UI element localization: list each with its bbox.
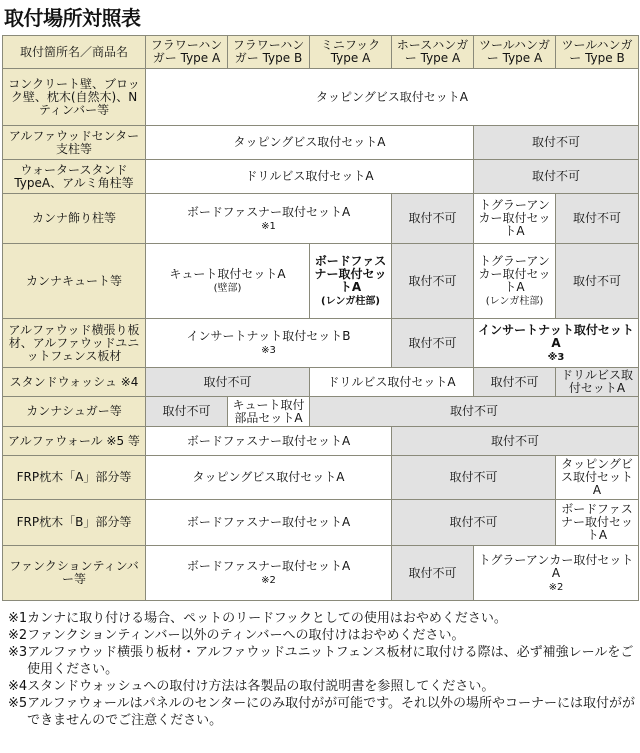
header-tool-hanger-b: ツールハンガー Type B: [556, 36, 639, 69]
table-row: [3, 500, 639, 546]
table-cell: [146, 546, 392, 601]
cell-text: インサートナット取付セットB: [186, 329, 351, 343]
table-cell: 取付不可: [556, 244, 639, 319]
footnote: [8, 627, 636, 644]
footnote-text: スタンドウォッシュへの取付け方法は各製品の取付説明書を参照してください。: [27, 679, 495, 694]
table-row: [3, 160, 639, 194]
footnote-key: ※1: [8, 611, 28, 626]
table-cell: 取付不可: [474, 126, 639, 160]
table-cell: 取付不可: [474, 368, 556, 397]
cell-note: ※3: [261, 345, 276, 356]
footnote-key: ※3: [8, 645, 28, 660]
table-cell: [474, 319, 639, 368]
table-cell: 取付不可: [392, 244, 474, 319]
footnote-text: アルファウォールはパネルのセンターにのみ取付がが可能です。それ以外の場所やコーナーには取付がが できませんのでご注意ください。: [27, 696, 636, 728]
table-cell: ドリルビス取付セットA: [146, 160, 474, 194]
footnote-text: アルファウッド横張り板材・アルファウッドユニットフェンス板材に取付ける際は、必ず補強レールをご使用ください。: [27, 645, 634, 677]
footnote: [8, 695, 636, 729]
table-cell: キュート取付部品セットA: [228, 397, 310, 427]
table-cell: [310, 244, 392, 319]
cell-text: インサートナット取付セットA: [478, 322, 634, 350]
table-cell: 取付不可: [392, 500, 556, 546]
footnote: [8, 678, 636, 695]
table-cell: タッピングビス取付セットA: [146, 456, 392, 500]
table-cell: 取付不可: [146, 368, 310, 397]
header-flower-hanger-a: フラワーハンガー Type A: [146, 36, 228, 69]
table-row: [3, 368, 639, 397]
table-cell: トグラーアンカー取付セットA: [474, 194, 556, 244]
table-cell: 取付不可: [392, 456, 556, 500]
row-label: アルファウォール ※5 等: [3, 427, 146, 456]
cell-note: ※2: [261, 575, 276, 586]
table-cell: タッピングビス取付セットA: [146, 126, 474, 160]
table-cell: ドリルビス取付セットA: [310, 368, 474, 397]
row-label: FRP枕木「B」部分等: [3, 500, 146, 546]
table-row: [3, 456, 639, 500]
table-cell: 取付不可: [392, 194, 474, 244]
row-label: カンナシュガー等: [3, 397, 146, 427]
cell-note: ※3: [547, 351, 565, 363]
table-cell: 取付不可: [310, 397, 639, 427]
footnotes: [8, 610, 636, 729]
table-cell: ボードファスナー取付セットA: [556, 500, 639, 546]
table-cell: 取付不可: [392, 319, 474, 368]
table-row: [3, 244, 639, 319]
table-cell: [474, 244, 556, 319]
table-row: [3, 397, 639, 427]
table-cell: ドリルビス取付セットA: [556, 368, 639, 397]
table-cell: [146, 319, 392, 368]
footnote-text: ファンクションティンバー以外のティンバーへの取付けはおやめください。: [27, 628, 465, 643]
cell-note: (壁部): [213, 283, 242, 294]
table-cell: 取付不可: [392, 427, 639, 456]
row-label: アルファウッド横張り板材、アルファウッドユニットフェンス板材: [3, 319, 146, 368]
footnote: [8, 644, 636, 678]
table-cell: タッピングビス取付セットA: [146, 69, 639, 126]
table-cell: タッピングビス取付セットA: [556, 456, 639, 500]
footnote: [8, 610, 636, 627]
cell-note: (レンガ柱部): [321, 296, 380, 307]
cell-text: トグラーアンカー取付セットA: [478, 254, 551, 294]
compatibility-table: [2, 35, 639, 601]
cell-text: ボードファスナー取付セットA: [186, 559, 351, 573]
cell-text: トグラーアンカー取付セットA: [478, 552, 634, 580]
table-cell: 取付不可: [556, 194, 639, 244]
row-label: カンナ飾り柱等: [3, 194, 146, 244]
header-flower-hanger-b: フラワーハンガー Type B: [228, 36, 310, 69]
table-row: [3, 546, 639, 601]
table-cell: [474, 546, 639, 601]
table-cell: [146, 194, 392, 244]
footnote-key: ※2: [8, 628, 28, 643]
cell-note: ※2: [548, 581, 564, 593]
table-cell: 取付不可: [474, 160, 639, 194]
header-mini-hook-a: ミニフック Type A: [310, 36, 392, 69]
header-hose-hanger-a: ホースハンガー Type A: [392, 36, 474, 69]
row-label: ウォータースタンドTypeA、アルミ角柱等: [3, 160, 146, 194]
table-row: [3, 194, 639, 244]
footnote-key: ※5: [8, 696, 28, 711]
header-row: [3, 36, 639, 69]
header-tool-hanger-a: ツールハンガー Type A: [474, 36, 556, 69]
cell-text: キュート取付セットA: [169, 267, 286, 281]
table-row: [3, 69, 639, 126]
cell-note: ※1: [261, 220, 276, 232]
row-label: コンクリート壁、ブロック壁、枕木(自然木)、Nティンバー等: [3, 69, 146, 126]
table-cell: ボードファスナー取付セットA: [146, 427, 392, 456]
page-title: 取付場所対照表: [4, 6, 141, 30]
row-label: ファンクションティンバー等: [3, 546, 146, 601]
row-label: カンナキュート等: [3, 244, 146, 319]
table-row: [3, 319, 639, 368]
cell-text: ボードファスナー取付セットA: [186, 204, 351, 219]
cell-text: ボードファスナー取付セットA: [314, 254, 387, 294]
cell-note: (レンガ柱部): [485, 296, 544, 307]
table-cell: ボードファスナー取付セットA: [146, 500, 392, 546]
footnote-text: カンナに取り付ける場合、ペットのリードフックとしての使用はおやめください。: [27, 611, 507, 626]
table-cell: [146, 244, 310, 319]
header-corner: 取付箇所名／商品名: [3, 36, 146, 69]
footnote-key: ※4: [8, 679, 28, 694]
row-label: スタンドウォッシュ ※4: [3, 368, 146, 397]
table-row: [3, 427, 639, 456]
table-cell: 取付不可: [392, 546, 474, 601]
row-label: FRP枕木「A」部分等: [3, 456, 146, 500]
table-row: [3, 126, 639, 160]
row-label: アルファウッドセンター支柱等: [3, 126, 146, 160]
table-cell: 取付不可: [146, 397, 228, 427]
